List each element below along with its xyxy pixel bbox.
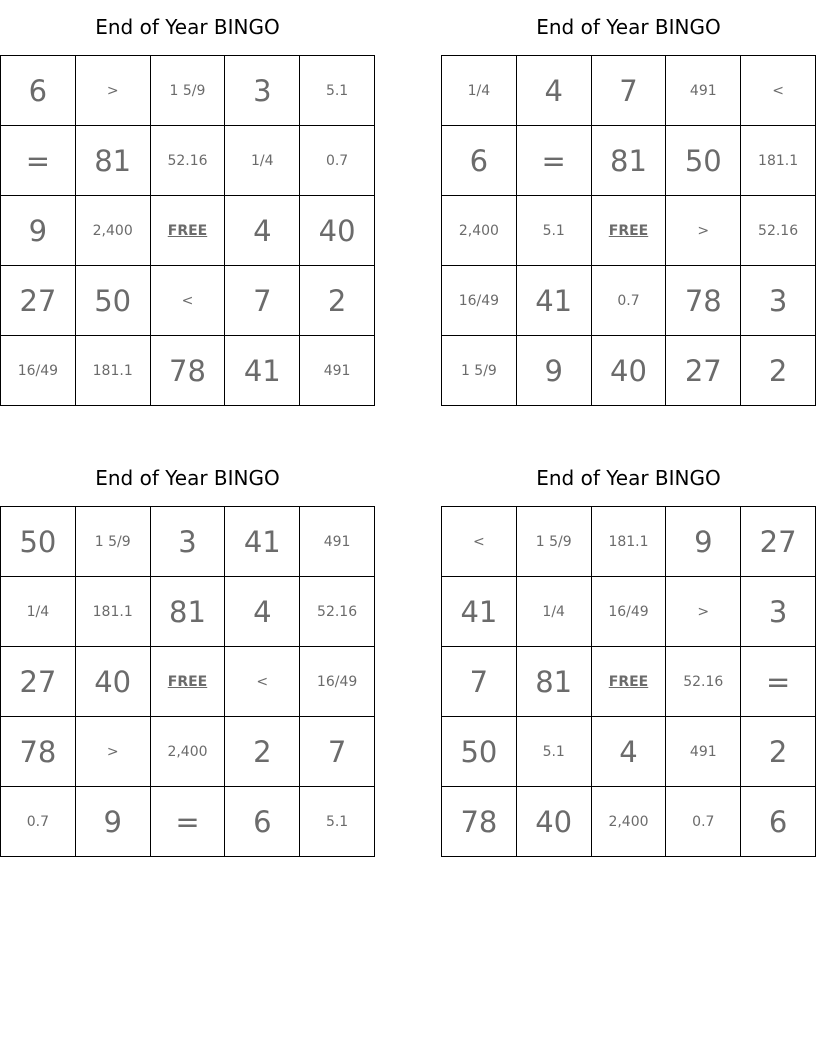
bingo-cell: 27 [1,647,76,717]
bingo-card-1 [0,0,375,406]
bingo-cell: 40 [592,336,667,406]
bingo-cell: 16/49 [300,647,375,717]
bingo-cell: 52.16 [300,577,375,647]
bingo-cell: 41 [225,336,300,406]
bingo-grid [0,506,375,857]
bingo-card-2 [441,0,816,406]
bingo-cell: 81 [517,647,592,717]
bingo-cell: 78 [151,336,226,406]
bingo-cell: 16/49 [592,577,667,647]
bingo-cell: > [666,577,741,647]
bingo-cell: 181.1 [76,336,151,406]
bingo-cell: 9 [666,507,741,577]
bingo-cell: 3 [741,266,816,336]
bingo-cell: 6 [442,126,517,196]
bingo-card-3 [0,451,375,857]
bingo-grid [0,55,375,406]
bingo-grid [441,506,816,857]
bingo-cell: 2,400 [76,196,151,266]
bingo-cell: 4 [225,577,300,647]
bingo-cell: 1/4 [225,126,300,196]
bingo-cell: 2,400 [442,196,517,266]
bingo-cell: 78 [666,266,741,336]
bingo-cell: = [1,126,76,196]
bingo-cell: 2,400 [151,717,226,787]
bingo-cell: 491 [666,717,741,787]
bingo-cell: 41 [517,266,592,336]
bingo-cell: 4 [592,717,667,787]
card-title: End of Year BINGO [536,466,721,490]
bingo-cell: 1 5/9 [76,507,151,577]
bingo-cell: 81 [592,126,667,196]
bingo-cell: = [517,126,592,196]
card-title: End of Year BINGO [95,15,280,39]
bingo-cell: 181.1 [741,126,816,196]
bingo-cell: 5.1 [300,787,375,857]
bingo-cell: 7 [300,717,375,787]
bingo-cell: 52.16 [741,196,816,266]
bingo-cell: 81 [151,577,226,647]
bingo-cell: 2 [225,717,300,787]
bingo-cell: 40 [300,196,375,266]
bingo-cell: 3 [225,56,300,126]
bingo-cell: 50 [76,266,151,336]
bingo-cell: 0.7 [1,787,76,857]
bingo-cell: 16/49 [442,266,517,336]
bingo-cell: > [76,56,151,126]
bingo-cell: 0.7 [592,266,667,336]
bingo-cell: 491 [300,336,375,406]
bingo-cell: > [666,196,741,266]
bingo-cell: 7 [442,647,517,717]
bingo-cell: 4 [225,196,300,266]
bingo-cell: < [741,56,816,126]
bingo-cell: 52.16 [666,647,741,717]
bingo-cell: 3 [151,507,226,577]
bingo-cell: 491 [666,56,741,126]
bingo-cell: 6 [741,787,816,857]
bingo-cell: = [741,647,816,717]
free-space-cell: FREE [151,196,226,266]
bingo-cell: 50 [442,717,517,787]
bingo-cell: 41 [442,577,517,647]
bingo-cell: 1 5/9 [151,56,226,126]
bingo-cell: 40 [76,647,151,717]
bingo-cell: 1/4 [517,577,592,647]
bingo-cell: 50 [666,126,741,196]
bingo-cell: 27 [666,336,741,406]
bingo-cell: 6 [225,787,300,857]
bingo-cell: 9 [76,787,151,857]
bingo-cell: 1 5/9 [517,507,592,577]
card-title: End of Year BINGO [536,15,721,39]
bingo-cell: > [76,717,151,787]
bingo-cell: 0.7 [666,787,741,857]
bingo-grid [441,55,816,406]
bingo-cell: < [225,647,300,717]
bingo-cell: 40 [517,787,592,857]
bingo-cell: < [151,266,226,336]
bingo-cell: 27 [741,507,816,577]
bingo-cell: 1 5/9 [442,336,517,406]
bingo-cell: 5.1 [300,56,375,126]
bingo-cell: 6 [1,56,76,126]
bingo-cell: 1/4 [1,577,76,647]
bingo-cell: 0.7 [300,126,375,196]
bingo-cell: 78 [1,717,76,787]
bingo-cell: 16/49 [1,336,76,406]
bingo-cell: 2,400 [592,787,667,857]
bingo-cell: 27 [1,266,76,336]
free-space-cell: FREE [592,196,667,266]
card-title: End of Year BINGO [95,466,280,490]
bingo-cell: 5.1 [517,717,592,787]
bingo-cell: 78 [442,787,517,857]
bingo-cell: = [151,787,226,857]
bingo-cell: 81 [76,126,151,196]
bingo-cell: 9 [517,336,592,406]
bingo-cell: 2 [741,717,816,787]
bingo-card-4 [441,451,816,857]
bingo-cell: 4 [517,56,592,126]
bingo-cell: 52.16 [151,126,226,196]
bingo-cell: < [442,507,517,577]
free-space-cell: FREE [592,647,667,717]
bingo-cell: 7 [225,266,300,336]
bingo-cell: 181.1 [76,577,151,647]
bingo-cell: 5.1 [517,196,592,266]
bingo-cell: 1/4 [442,56,517,126]
free-space-cell: FREE [151,647,226,717]
bingo-cell: 2 [741,336,816,406]
bingo-cell: 3 [741,577,816,647]
bingo-cell: 9 [1,196,76,266]
bingo-cell: 491 [300,507,375,577]
bingo-cell: 2 [300,266,375,336]
bingo-cell: 50 [1,507,76,577]
bingo-cell: 7 [592,56,667,126]
bingo-cell: 181.1 [592,507,667,577]
bingo-cell: 41 [225,507,300,577]
